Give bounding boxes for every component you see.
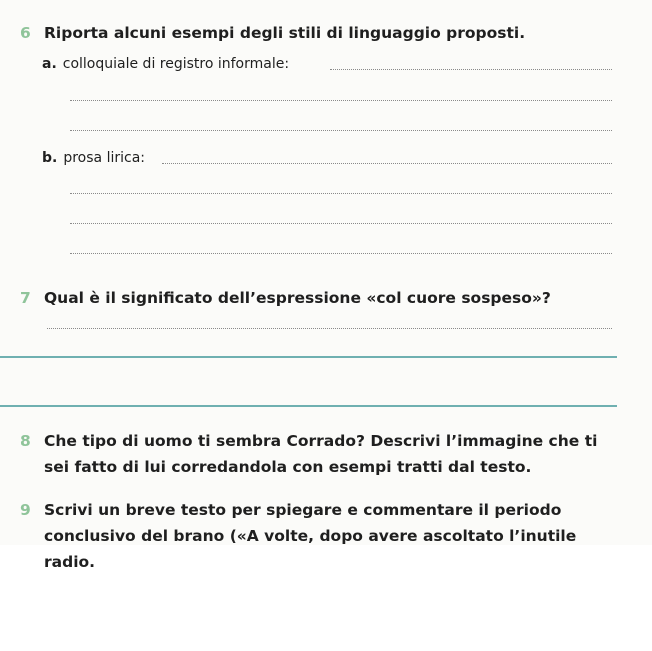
question-text: Scrivi un breve testo per spiegare e commentare il periodo conclusivo del brano («A volte, dopo avere ascoltato l’inutile radio. — [44, 501, 577, 571]
answer-line[interactable] — [70, 130, 612, 131]
sub-item-letter: a. — [42, 56, 57, 72]
question-number: 6 — [20, 24, 31, 42]
answer-line[interactable] — [70, 100, 612, 101]
sub-item-a — [42, 54, 289, 74]
question-text: Riporta alcuni esempi degli stili di linguaggio proposti. — [44, 24, 526, 42]
answer-line[interactable] — [162, 163, 612, 164]
question-text: Che tipo di uomo ti sembra Corrado? Descrivi l’immagine che ti sei fatto di lui corredandola con esempi tratti dal testo. — [44, 432, 598, 476]
answer-line[interactable] — [70, 253, 612, 254]
question-number: 9 — [20, 501, 31, 519]
sub-item-letter: b. — [42, 150, 58, 166]
sub-item-b — [42, 148, 145, 168]
question-9 — [20, 497, 622, 571]
sub-item-label: prosa lirica: — [63, 150, 145, 166]
answer-line[interactable] — [330, 69, 612, 70]
question-number: 7 — [20, 289, 31, 307]
question-number: 8 — [20, 432, 31, 450]
divider-rule — [0, 405, 617, 407]
answer-line[interactable] — [47, 328, 612, 329]
question-text: Qual è il significato dell’espressione «col cuore sospeso»? — [44, 289, 551, 307]
divider-rule — [0, 356, 617, 358]
sub-item-label: colloquiale di registro informale: — [62, 56, 290, 72]
question-8 — [20, 428, 622, 480]
answer-line[interactable] — [70, 193, 612, 194]
answer-line[interactable] — [70, 223, 612, 224]
